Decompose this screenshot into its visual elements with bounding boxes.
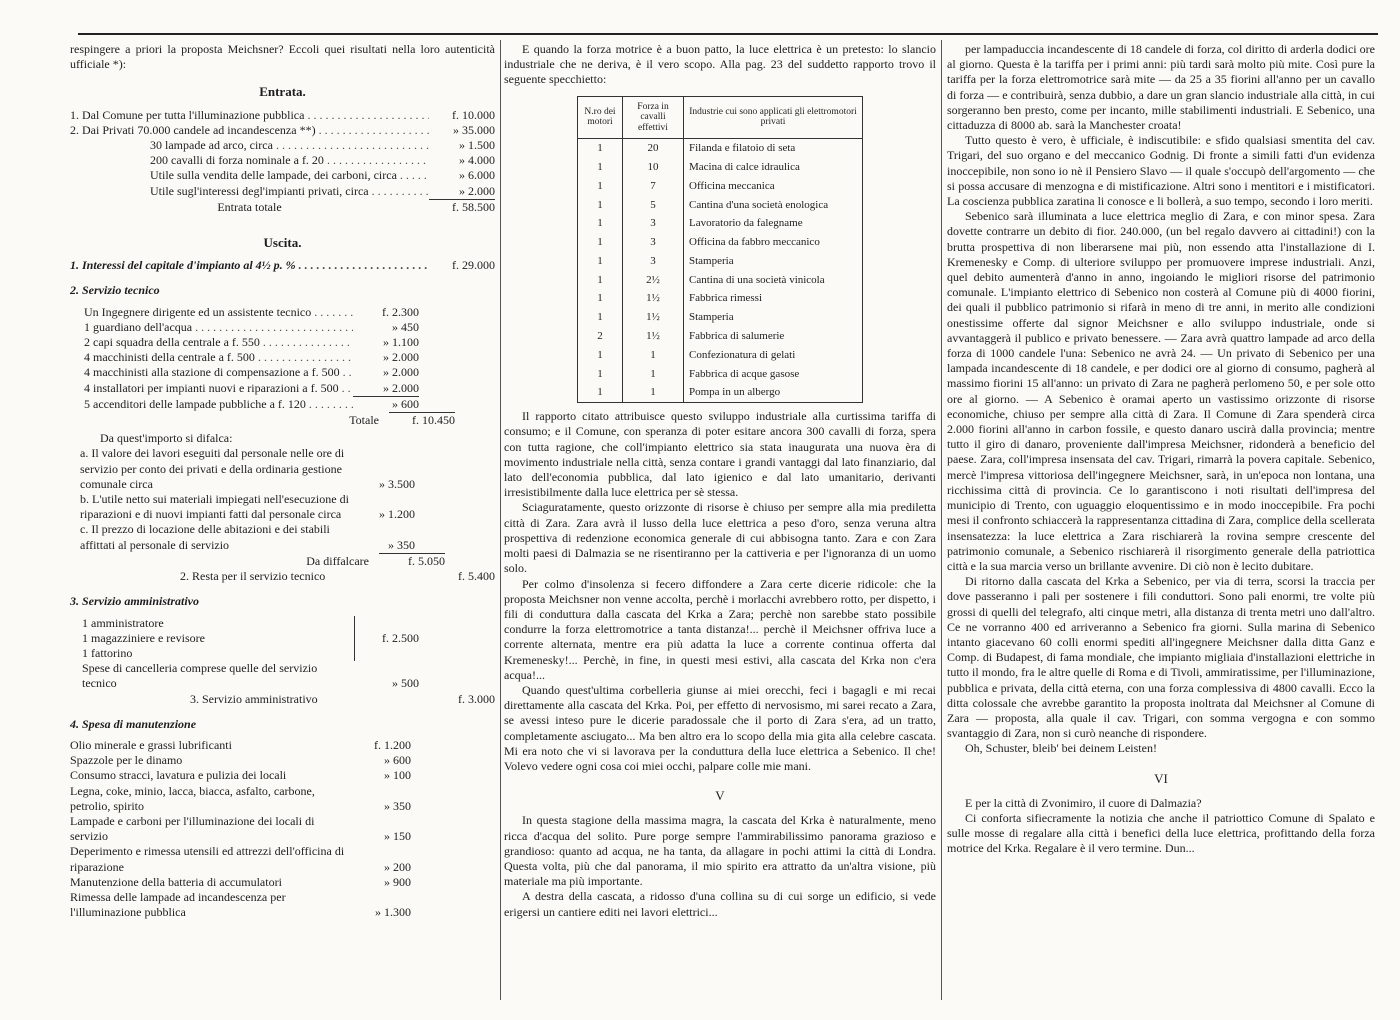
cell-motori: 1 xyxy=(578,365,623,384)
cell-industria: Officina meccanica xyxy=(684,177,863,196)
body-paragraph: Tutto questo è vero, è ufficiale, è indiscutibile: e sfido qualsiasi smentita del cav. Trigari, del suo organo e del meccanico Godnig. Di fronte a simili fatti d'un evidenza inoccepibile, non sono io nè il Pensiero Slavo — il quale s'occupò dell'argomento — che si possa accusare di menzogna e di mistificazione. Altri sono i mentitori e i mistificatori. La coscienza pubblica zaratina li conosce e li bollerà, a suo tempo, secondo i loro meriti. xyxy=(947,133,1375,209)
cell-forza: 7 xyxy=(623,177,684,196)
manutenzione-item-row xyxy=(70,890,411,920)
tecnico-totale-label: Totale xyxy=(349,413,379,428)
entrata-item-row xyxy=(70,168,495,183)
col1-intro: respingere a priori la proposta Meichsner? Eccoli quei risultati nella loro autenticità ufficiale *): xyxy=(70,42,495,72)
difalca-list xyxy=(70,446,495,552)
table-row xyxy=(578,327,863,346)
body-paragraph: Ci conforta sifiecramente la notizia che anche il patriottico Comune di Spalato e sulle mosse di regalare alla città i benefici della luce elettrica, profittando della forza motrice del Krka. Regalare è il vero termine. Dun... xyxy=(947,810,1375,856)
tecnico-item-row xyxy=(84,335,419,350)
difalca-item-amount: » 350 xyxy=(388,537,415,552)
manutenzione-item-row xyxy=(70,784,411,814)
table-row xyxy=(578,289,863,308)
column-2 xyxy=(504,42,936,920)
table-row xyxy=(578,271,863,290)
manutenzione-item-row xyxy=(70,875,411,890)
amministrativo-total xyxy=(70,692,495,707)
cell-motori: 1 xyxy=(578,308,623,327)
entrata-total-amount: f. 58.500 xyxy=(429,199,495,215)
motors-table-body xyxy=(578,139,863,403)
body-paragraph: E per la città di Zvonimiro, il cuore di Dalmazia? xyxy=(965,795,1202,810)
cell-forza: 20 xyxy=(623,139,684,158)
entrata-item-label: 30 lampade ad arco, circa . . . xyxy=(70,138,429,153)
cell-motori: 2 xyxy=(578,327,623,346)
cell-industria: Fabbrica di salumerie xyxy=(684,327,863,346)
cell-forza: 3 xyxy=(623,252,684,271)
table-row xyxy=(578,252,863,271)
tecnico-item-row xyxy=(84,381,419,396)
tecnico-list xyxy=(70,305,495,412)
cell-forza: 3 xyxy=(623,233,684,252)
table-row xyxy=(578,196,863,215)
header-motori: N.ro dei motori xyxy=(578,96,623,139)
entrata-item-amount: » 1.500 xyxy=(459,138,495,153)
table-row xyxy=(578,365,863,384)
table-row xyxy=(578,158,863,177)
cell-industria: Fabbrica di acque gasose xyxy=(684,365,863,384)
entrata-total-label: Entrata totale xyxy=(217,199,282,214)
manutenzione-item-amount: » 200 xyxy=(384,859,411,874)
header-industrie: Industrie cui sono applicati gli elettromotori privati xyxy=(684,96,863,139)
manutenzione-item-label: Spazzole per le dinamo xyxy=(70,753,183,768)
tecnico-item-label: 4 installatori per impianti nuovi e riparazioni a f. 500 . . . xyxy=(84,381,353,396)
amministrativo-title: 3. Servizio amministrativo xyxy=(70,594,200,609)
tecnico-item-label: 1 guardiano dell'acqua . . . xyxy=(84,320,353,335)
cell-motori: 1 xyxy=(578,233,623,252)
manutenzione-item-label: Legna, coke, minio, lacca, biacca, asfalto, carbone, petrolio, spirito xyxy=(70,783,315,813)
manutenzione-item-amount: » 1.300 xyxy=(375,905,411,920)
manutenzione-item-amount: » 600 xyxy=(384,753,411,768)
cell-forza: 10 xyxy=(623,158,684,177)
cell-motori: 1 xyxy=(578,289,623,308)
difalca-item-row xyxy=(80,492,415,522)
entrata-item-row xyxy=(70,123,495,138)
col2-intro: E quando la forza motrice è a buon patto, la luce elettrica è un pretesto: lo slancio industriale che ne deriva, è il vero scopo. Alla pag. 23 del suddetto rapporto trovo il seguente specchietto: xyxy=(504,42,936,87)
difalca-item-row xyxy=(80,446,415,492)
entrata-heading: Entrata. xyxy=(259,84,306,100)
entrata-item-amount: f. 10.000 xyxy=(452,107,495,122)
tecnico-item-amount: » 1.100 xyxy=(383,335,419,350)
entrata-item-row xyxy=(70,184,495,199)
tecnico-item-row xyxy=(84,350,419,365)
tecnico-item-amount: » 2.000 xyxy=(383,365,419,380)
manutenzione-item-row xyxy=(70,738,411,753)
entrata-item-amount: » 4.000 xyxy=(459,153,495,168)
tecnico-item-amount: » 2.000 xyxy=(383,350,419,365)
amministrativo-bracket-amount: f. 2.500 xyxy=(382,630,419,645)
body-paragraph: per lampaduccia incandescente di 18 candele di forza, col diritto di arderla dodici ore al giorno. Questa è la tariffa per i primi anni: più tardi sarà molto più mite. Così pure la tariffa per la forza elettromotrice sarà mite — da 25 a 35 fiorini all'anno per un cavallo di forza — e contribuirà, senza dubbio, a dare un gran slancio industriale alla città, in cui sorgeranno ben presto, come per incanto, mille stabilimenti industriali. E Sebenico, una cittaduzza di 8000 ab. sarà la Manchester croata! xyxy=(947,42,1375,133)
uscita-item-1-label: 1. Interessi del capitale d'impianto al 4½ p. % . . . xyxy=(70,258,429,273)
column-1 xyxy=(70,42,495,920)
entrata-item-label: Utile sugl'interessi degl'impianti privati, circa . . . xyxy=(70,184,429,199)
cell-motori: 1 xyxy=(578,177,623,196)
cell-forza: 1½ xyxy=(623,308,684,327)
cell-forza: 1½ xyxy=(623,327,684,346)
cell-motori: 1 xyxy=(578,271,623,290)
manutenzione-item-label: Deperimento e rimessa utensili ed attrezzi dell'officina di riparazione xyxy=(70,844,345,874)
cell-forza: 1½ xyxy=(623,289,684,308)
section-v-heading: V xyxy=(715,788,725,804)
amministrativo-item: 1 fattorino xyxy=(82,645,133,660)
col2-paragraphs xyxy=(504,409,936,774)
difalca-item-amount: » 1.200 xyxy=(379,507,415,522)
entrata-item-amount: » 35.000 xyxy=(453,122,495,137)
body-paragraph: Sebenico sarà illuminata a luce elettrica meglio di Zara, e con minor spesa. Zara dovette contrarre un debito di fior. 240.000, (un bel regalo davvero ai cittadini!) con la brutta prospettiva di non liberarsene mai più, non essendo atta l'installazione di I. Kremenesky e Comp. di ulteriore sviluppo per promuovere imprese industriali. Anzi, quel debito aumenterà d'anno in anno, ingoiando le migliori risorse del patrimonio comunale. L'impianto elettrico di Sebenico non costerà al Comune più di 4000 fiorini, dei quali il pubblico patrimonio si rifarà in meno di tre anni, in merito alle condizioni onestissime offerte dal signor Meichsner e allo sviluppo industriale, onde si avvantaggerà il publico e privato benessere. — Zara avrà quattro lampade ad arco della forza di 1000 candele l'una: Sebenico ne avrà 24. — Un privato di Sebenico per una lampada incandescente di 18 candele, e per dodici ore al giorno di consumo, pagherà al massimo fiorini 15 all'anno: un privato di Zara ne pagherà perlomeno 50, e per sole otto ore al giorno. — A Sebenico è oramai aperto un vastissimo orizzonte di risorse economiche, chiuso per sempre alla città di Zara. Il Comune di Zara spenderà circa 2.000 fiorini all'anno in carbon fossile, e questo danaro uscirà dalla provincia; mentre tutto il giro di danaro, proveniente dall'impresa Meichsner, ridonderà a beneficio del paese. Zara, coll'impresa insensata del cav. Trigari, rimarrà la povera capitale. Sebenico, mercè l'impresa vittoriosa dell'ingegnere Meichsner, sarà, in un'epoca non lontana, una ricchissima città di provincia. Ce lo garantiscono i noti risultati dell'impresa del municipio di Trento, con uguaggio eloquentissimo e in modo inoccepibile. Fra pochi mesi il confronto schiaccerà la rappresentanza cittadina di Zara, complice della scellerata insensatezza: la luce elettrica a Zara rischiarerà la rovina sempre crescente del patrimonio comunale, a Sebenico rischiarerà il risorgimento generale della patriottica città e la sua marcia verso un brillante avvenire. Di ciò non è lecito dubitare. xyxy=(947,209,1375,573)
manutenzione-list xyxy=(70,738,495,920)
amministrativo-list xyxy=(82,616,355,662)
body-paragraph: Quando quest'ultima corbelleria giunse ai miei orecchi, feci i bagagli e mi recai direttamente alla cascata del Krka. Poi, per effetto di nervosismo, mi sarei recato a Zara, se avessi inteso pure le dicerie paradossale che il porto di Zara s'era, ad un tratto, completamente asciugato... Ma ben altro era lo scopo della mia gita alla celebre cascata. Mi era noto che vi si lavorava per la conduttura della luce elettrica a Sebenico. Il che! Volevo vedere ogni cosa coi miei occhi, palpare colle mie mani. xyxy=(504,682,936,773)
body-paragraph: Oh, Schuster, bleib' bei deinem Leisten! xyxy=(965,741,1157,756)
col2-paragraphs-2 xyxy=(504,813,936,919)
tecnico-item-label: 5 accenditori delle lampade pubbliche a f. 120 . . . xyxy=(84,397,353,412)
manutenzione-item-label: Lampade e carboni per l'illuminazione dei locali di servizio xyxy=(70,813,315,844)
tecnico-item-row xyxy=(84,320,419,335)
section-vi-heading: VI xyxy=(1154,770,1168,786)
difalcare-label: Da diffalcare xyxy=(306,553,369,568)
cell-industria: Lavoratorio da falegname xyxy=(684,214,863,233)
table-row xyxy=(578,214,863,233)
body-paragraph: Il rapporto citato attribuisce questo sviluppo industriale alla curtissima tariffa di consumo; e il Comune, con speranza di poter esitare ancora 300 cavalli di forza, spera con tutta ragione, che coll'impianto elettrico sia stata inaugurata una nuova èra di movimento industriale nella città, senza contare i grandi vantaggi dal lato finanziario, dal lato dell'economia pubblica, dal lato igienico e dal lato umanitario, derivanti irresistibilmente dalla luce elettrica per sè stessa. xyxy=(504,409,936,500)
manutenzione-item-label: Manutenzione della batteria di accumulatori xyxy=(70,874,282,889)
amministrativo-item: 1 amministratore xyxy=(82,615,164,630)
manutenzione-item-row xyxy=(70,768,411,783)
manutenzione-item-label: Consumo stracci, lavatura e pulizia dei locali xyxy=(70,768,287,783)
tecnico-item-amount: f. 2.300 xyxy=(382,304,419,319)
uscita-item-1-amount: f. 29.000 xyxy=(452,258,495,273)
column-divider-2 xyxy=(941,40,942,1000)
tecnico-item-row xyxy=(84,365,419,380)
table-row xyxy=(578,383,863,402)
motors-table xyxy=(577,96,863,404)
body-paragraph: Per colmo d'insolenza si fecero diffondere a Zara certe dicerie ridicole: che la proposta Meichsner non venne accolta, perchè i morlacchi avrebbero rotto, per dispetto, i fili di conduttura dalla cascata del Krka a Zara; perchè non sarebbe stato possibile condurre la forza elettromotrice a tanta distanza!... perchè il Meichsner offriva luce a corrente alternata, mentre era più adatta la luce a corrente continua offerta dal Kremenesky!... Perchè, in fine, in questi mesi estivi, alla cascata del Krka non c'era acqua!... xyxy=(504,576,936,682)
table-row xyxy=(578,233,863,252)
motors-table-header xyxy=(578,96,863,139)
cell-industria: Officina da fabbro meccanico xyxy=(684,233,863,252)
resta-amount: f. 5.400 xyxy=(458,569,495,584)
tecnico-item-label: Un Ingegnere dirigente ed un assistente tecnico . . . xyxy=(84,305,353,320)
cell-forza: 1 xyxy=(623,365,684,384)
resta-label: 2. Resta per il servizio tecnico xyxy=(180,569,326,584)
tecnico-totale xyxy=(70,412,495,428)
cancelleria-amount: » 500 xyxy=(392,676,419,691)
column-3 xyxy=(947,42,1375,857)
col3-paragraphs-2 xyxy=(947,796,1375,857)
manutenzione-item-amount: f. 1.200 xyxy=(374,737,411,752)
difalcare-row xyxy=(70,553,495,569)
amministrativo-item: 1 magazziniere e revisore xyxy=(82,630,205,645)
table-row xyxy=(578,308,863,327)
tecnico-item-label: 4 macchinisti della centrale a f. 500 . . . xyxy=(84,350,353,365)
entrata-item-row xyxy=(70,138,495,153)
entrata-list xyxy=(70,108,495,199)
amministrativo-total-amount: f. 3.000 xyxy=(458,691,495,706)
cell-motori: 1 xyxy=(578,383,623,402)
body-paragraph: A destra della cascata, a ridosso d'una collina su di cui sorge un edificio, si vede erigersi un cantiere editi nei lavori elettrici... xyxy=(504,889,936,919)
difalcare-amount: f. 5.050 xyxy=(379,553,445,569)
cell-forza: 2½ xyxy=(623,271,684,290)
cell-motori: 1 xyxy=(578,252,623,271)
cell-industria: Macina di calce idraulica xyxy=(684,158,863,177)
manutenzione-item-row xyxy=(70,814,411,844)
uscita-heading: Uscita. xyxy=(263,235,302,251)
cancelleria-label: Spese di cancelleria comprese quelle del servizio tecnico xyxy=(82,661,318,691)
manutenzione-item-amount: » 150 xyxy=(384,829,411,844)
cell-forza: 3 xyxy=(623,214,684,233)
entrata-item-label: 200 cavalli di forza nominale a f. 20 . . . xyxy=(70,153,429,168)
table-row xyxy=(578,346,863,365)
cell-motori: 1 xyxy=(578,158,623,177)
body-paragraph: Di ritorno dalla cascata del Krka a Sebenico, per via di terra, scorsi la traccia per dove passeranno i pali per sostenere i fili conduttori. Sono pali enormi, tre volte più grossi di quelli del telegrafo, alti cinque metri, alla distanza di trenta metri uno dall'altro. Ce ne vorranno 400 ed arriveranno a Sebenico fra giorni. Sulla marina di Sebenico intanto giacevano 60 colli enormi spediti all'ingegnere Meichsner dalla ditta Ganz e Comp. di Budapest, di fama mondiale, che impianto migliaia d'installazioni elettriche in tutto il mondo, fra le altre quelle di Roma e di Tivoli, ammiratissime, per l'illuminazione, pubblica e privata, della città eterna, con una forza complessiva di 4800 cavalli. Ecco la ditta colossale che avrebbe garantito la proposta inoltrata dal Meichsner al Comune di Zara — proposta, alla quale il cav. Trigari, con somma vergogna e con sommo svantaggio di Zara, non si curò neanche di rispondere. xyxy=(947,574,1375,741)
body-paragraph: In questa stagione della massima magra, la cascata del Krka è naturalmente, meno ricca d'acqua del solito. Pure porge sempre l'ammirabilissimo panorama grazioso e grandioso: quanto ad acqua, ne ha tanta, da allagare in pochi attimi la città di Londra. Questa volta, più che dal panorama, il mio spirito era attratto da un'altra visione, più materiale ma più importante. xyxy=(504,813,936,889)
table-row xyxy=(578,177,863,196)
table-row xyxy=(578,139,863,158)
servizio-tecnico-title: 2. Servizio tecnico xyxy=(70,283,160,298)
tecnico-item-label: 4 macchinisti alla stazione di compensazione a f. 500 . . . xyxy=(84,365,353,380)
difalca-item-amount: » 3.500 xyxy=(379,476,415,491)
header-forza: Forza in cavalli effettivi xyxy=(623,96,684,139)
column-divider-1 xyxy=(500,40,501,1000)
cell-industria: Pompa in un albergo xyxy=(684,383,863,402)
manutenzione-item-amount: » 900 xyxy=(384,874,411,889)
manutenzione-item-row xyxy=(70,844,411,874)
tecnico-item-amount: » 2.000 xyxy=(383,380,419,395)
entrata-item-row xyxy=(70,153,495,168)
amministrativo-total-label: 3. Servizio amministrativo xyxy=(190,691,318,706)
cell-industria: Filanda e filatoio di seta xyxy=(684,139,863,158)
manutenzione-item-amount: » 100 xyxy=(384,768,411,783)
manutenzione-item-amount: » 350 xyxy=(384,798,411,813)
col3-paragraphs xyxy=(947,42,1375,757)
cell-industria: Fabbrica rimessi xyxy=(684,289,863,308)
tecnico-item-row xyxy=(84,305,419,320)
cell-industria: Confezionatura di gelati xyxy=(684,346,863,365)
cell-motori: 1 xyxy=(578,346,623,365)
tecnico-item-amount: » 600 xyxy=(353,396,419,412)
entrata-item-amount: » 6.000 xyxy=(459,168,495,183)
amministrativo-bracket xyxy=(70,616,495,662)
manutenzione-item-row xyxy=(70,753,411,768)
cell-motori: 1 xyxy=(578,196,623,215)
cell-forza: 5 xyxy=(623,196,684,215)
cell-forza: 1 xyxy=(623,383,684,402)
entrata-item-label: 1. Dal Comune per tutta l'illuminazione pubblica . . . xyxy=(70,108,429,123)
manutenzione-title: 4. Spesa di manutenzione xyxy=(70,716,197,731)
tecnico-item-amount: » 450 xyxy=(392,319,419,334)
difalca-item-label: b. L'utile netto sui materiali impiegati nell'esecuzione di riparazioni e di nuovi impianti fatti dal personale circa xyxy=(80,492,349,522)
tecnico-item-label: 2 capi squadra della centrale a f. 550 . . . xyxy=(84,335,353,350)
cancelleria-row xyxy=(70,661,495,691)
entrata-total xyxy=(70,199,495,215)
entrata-item-label: 2. Dai Privati 70.000 candele ad incandescenza **) . . . xyxy=(70,123,429,138)
difalca-item-label: c. Il prezzo di locazione delle abitazioni e dei stabili affittati al personale di servizio xyxy=(80,522,330,552)
cell-industria: Cantina di una società vinicola xyxy=(684,271,863,290)
cell-industria: Stamperia xyxy=(684,252,863,271)
cell-industria: Stamperia xyxy=(684,308,863,327)
difalca-item-label: a. Il valore dei lavori eseguiti dal personale nelle ore di servizio per conto dei privati e della ordinaria gestione comunale circa xyxy=(80,446,345,491)
body-paragraph: Sciaguratamente, questo orizzonte di risorse è chiuso per sempre alla mia prediletta città di Zara. Zara avrà il lusso della luce elettrica a peso d'oro, senza veruna altra prospettiva di redenzione economica generale di cui abbisogna tanto. Zara e con Zara molti paesi di Dalmazia se ne risentiranno per la cattiveria e per l'ignoranza di un uomo solo. xyxy=(504,500,936,576)
uscita-item-1 xyxy=(70,258,495,273)
cell-industria: Cantina d'una società enologica xyxy=(684,196,863,215)
entrata-item-row xyxy=(70,108,495,123)
manutenzione-item-label: Olio minerale e grassi lubrificanti xyxy=(70,737,232,752)
entrata-item-amount: » 2.000 xyxy=(459,183,495,198)
entrata-item-label: Utile sulla vendita delle lampade, dei carboni, circa . . . xyxy=(70,168,429,183)
top-rule xyxy=(78,33,1378,35)
cell-forza: 1 xyxy=(623,346,684,365)
cell-motori: 1 xyxy=(578,214,623,233)
manutenzione-item-label: Rimessa delle lampade ad incandescenza per l'illuminazione pubblica xyxy=(70,889,286,920)
tecnico-item-row xyxy=(84,396,419,412)
tecnico-totale-amount: f. 10.450 xyxy=(389,412,455,428)
difalca-item-row xyxy=(80,522,415,552)
difalca-intro: Da quest'importo si difalca: xyxy=(100,431,233,446)
resta-row xyxy=(70,569,495,584)
cell-motori: 1 xyxy=(578,139,623,158)
